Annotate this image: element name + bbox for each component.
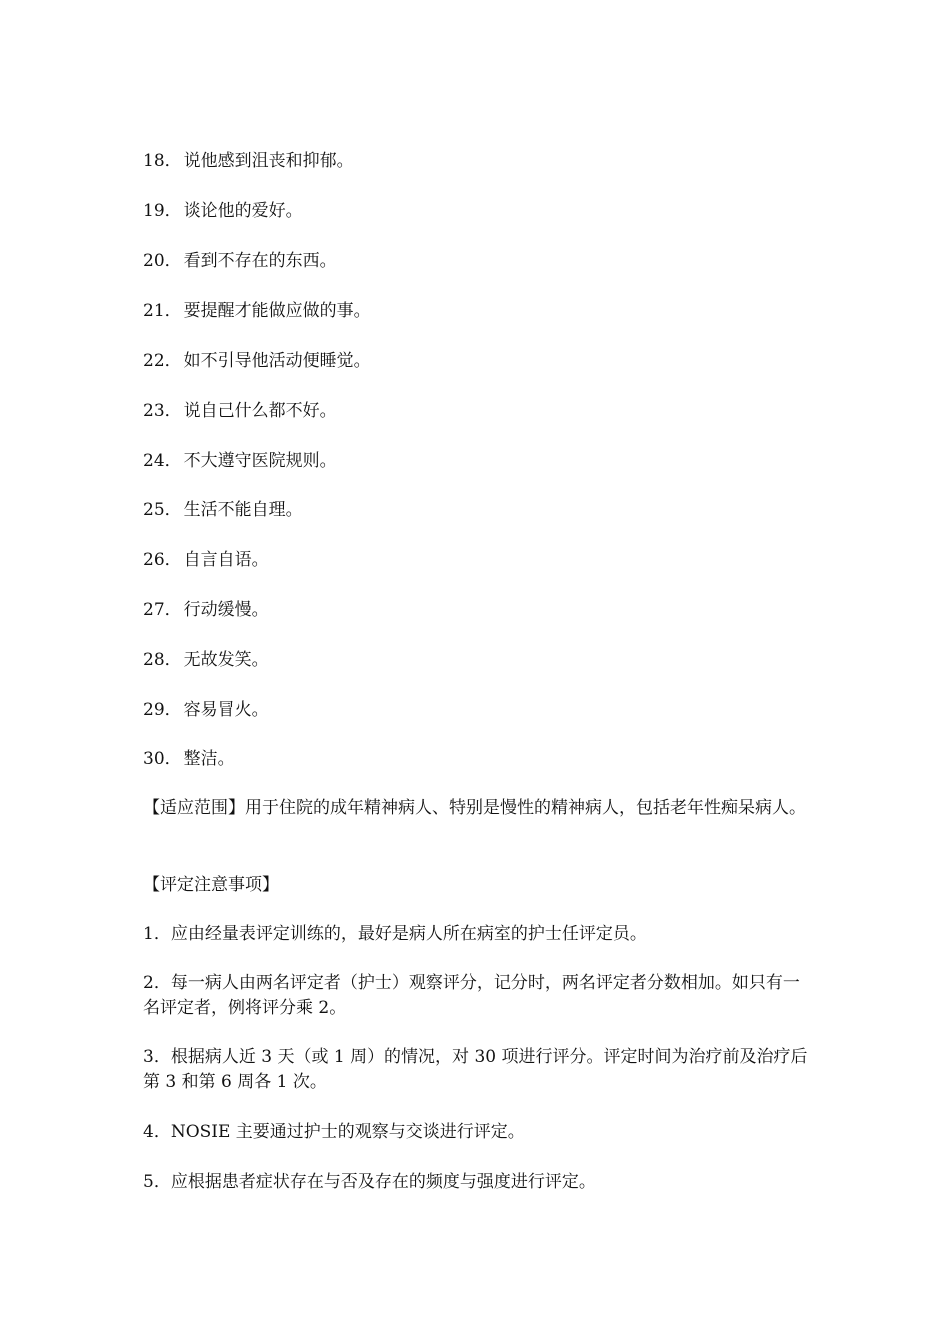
item-number: 24． [143,451,182,471]
item-text: 说他感到沮丧和抑郁。 [183,151,354,171]
note-item: 2．每一病人由两名评定者（护士）观察评分，记分时，两名评定者分数相加。如只有一名评定者，例将评分乘 2。 [143,973,800,1018]
notes-heading: 【评定注意事项】 [143,875,279,895]
list-item [143,547,813,573]
list-item [143,746,813,772]
item-text: 容易冒火。 [183,700,269,720]
item-text: 不大遵守医院规则。 [183,451,337,471]
item-number: 28． [143,650,182,670]
list-item [143,497,813,523]
item-number: 19． [143,201,182,221]
list-item [143,697,813,723]
scope-paragraph: 【适应范围】用于住院的成年精神病人、特别是慢性的精神病人，包括老年性痴呆病人。 [143,798,806,818]
note-item: 3．根据病人近 3 天（或 1 周）的情况，对 30 项进行评分。评定时间为治疗前及治疗后第 3 和第 6 周各 1 次。 [143,1047,808,1092]
item-text: 看到不存在的东西。 [183,251,337,271]
list-item [143,198,813,224]
list-item [143,448,813,474]
note-item: 1．应由经量表评定训练的，最好是病人所在病室的护士任评定员。 [143,924,647,944]
item-text: 生活不能自理。 [183,500,303,520]
item-number: 22． [143,351,182,371]
list-item [143,597,813,623]
item-text: 自言自语。 [183,550,269,570]
item-number: 20． [143,251,182,271]
note-item: 5．应根据患者症状存在与否及存在的频度与强度进行评定。 [143,1172,596,1192]
item-number: 26． [143,550,182,570]
list-item [143,298,813,324]
item-number: 23． [143,401,182,421]
item-number: 25． [143,500,182,520]
item-text: 说自己什么都不好。 [183,401,337,421]
item-text: 无故发笑。 [183,650,269,670]
note-item: 4．NOSIE 主要通过护士的观察与交谈进行评定。 [143,1122,525,1142]
item-number: 21． [143,301,182,321]
item-number: 27． [143,600,182,620]
list-item [143,348,813,374]
list-item [143,148,813,174]
item-number: 30． [143,749,182,769]
item-number: 29． [143,700,182,720]
item-text: 行动缓慢。 [183,600,269,620]
item-text: 整洁。 [183,749,235,769]
list-item [143,248,813,274]
item-text: 要提醒才能做应做的事。 [183,301,371,321]
list-item [143,647,813,673]
item-text: 如不引导他活动便睡觉。 [183,351,371,371]
list-item [143,398,813,424]
item-text: 谈论他的爱好。 [183,201,303,221]
item-number: 18． [143,151,182,171]
